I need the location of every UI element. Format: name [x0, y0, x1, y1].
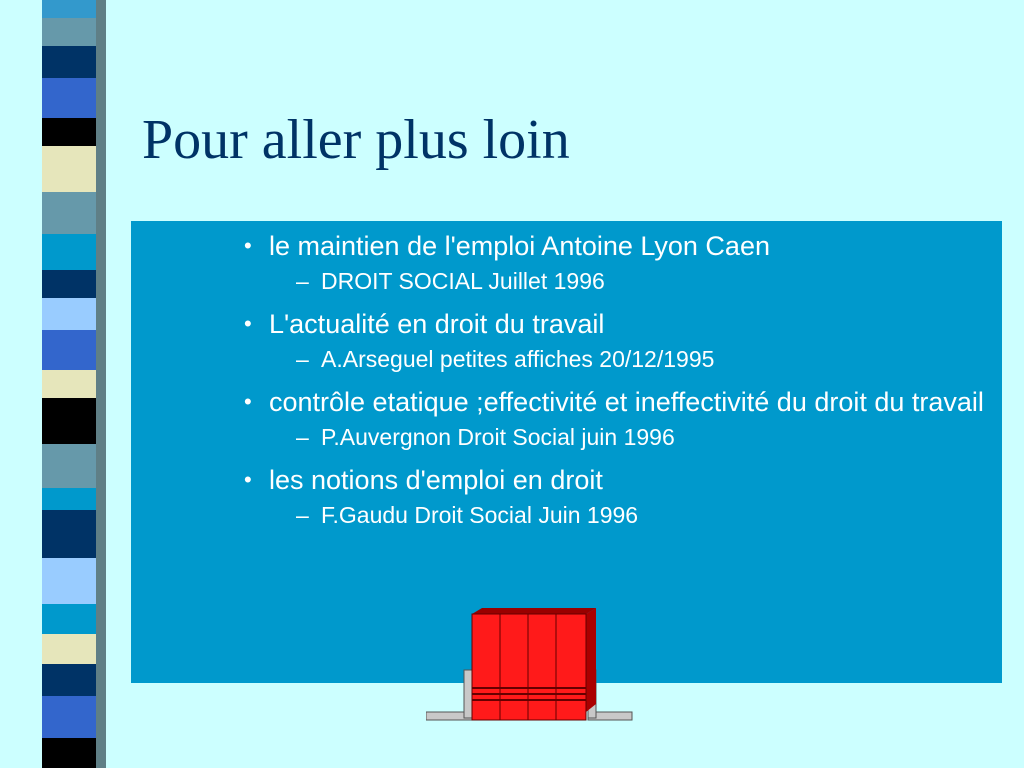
bullet-text: L'actualité en droit du travail — [269, 309, 605, 339]
sub-bullet-glyph: – — [296, 424, 309, 450]
bullet-text: le maintien de l'emploi Antoine Lyon Caen — [269, 231, 770, 261]
sub-bullet-glyph: – — [296, 502, 309, 528]
slide-title: Pour aller plus loin — [142, 109, 570, 171]
sub-bullet-text: F.Gaudu Droit Social Juin 1996 — [321, 502, 639, 528]
sub-bullet-item — [244, 344, 984, 374]
bullet-list — [244, 230, 984, 542]
sub-bullet-glyph: – — [296, 268, 309, 294]
bullet-item — [244, 464, 984, 496]
sub-bullet-item — [244, 500, 984, 530]
bullet-text: contrôle etatique ;effectivité et ineffectivité du droit du travail — [269, 387, 984, 417]
sub-bullet-item — [244, 266, 984, 296]
bullet-glyph: • — [244, 467, 252, 492]
bullet-glyph: • — [244, 389, 252, 414]
sub-bullet-item — [244, 422, 984, 452]
bullet-item — [244, 386, 984, 418]
bullet-item — [244, 230, 984, 262]
bullet-glyph: • — [244, 311, 252, 336]
bullet-text: les notions d'emploi en droit — [269, 465, 603, 495]
sub-bullet-glyph: – — [296, 346, 309, 372]
sub-bullet-text: DROIT SOCIAL Juillet 1996 — [321, 268, 605, 294]
sub-bullet-text: P.Auvergnon Droit Social juin 1996 — [321, 424, 675, 450]
bullet-item — [244, 308, 984, 340]
books-clipart-icon — [426, 608, 634, 724]
sub-bullet-text: A.Arseguel petites affiches 20/12/1995 — [321, 346, 715, 372]
bullet-glyph: • — [244, 233, 252, 258]
decorative-stripe — [32, 0, 106, 768]
